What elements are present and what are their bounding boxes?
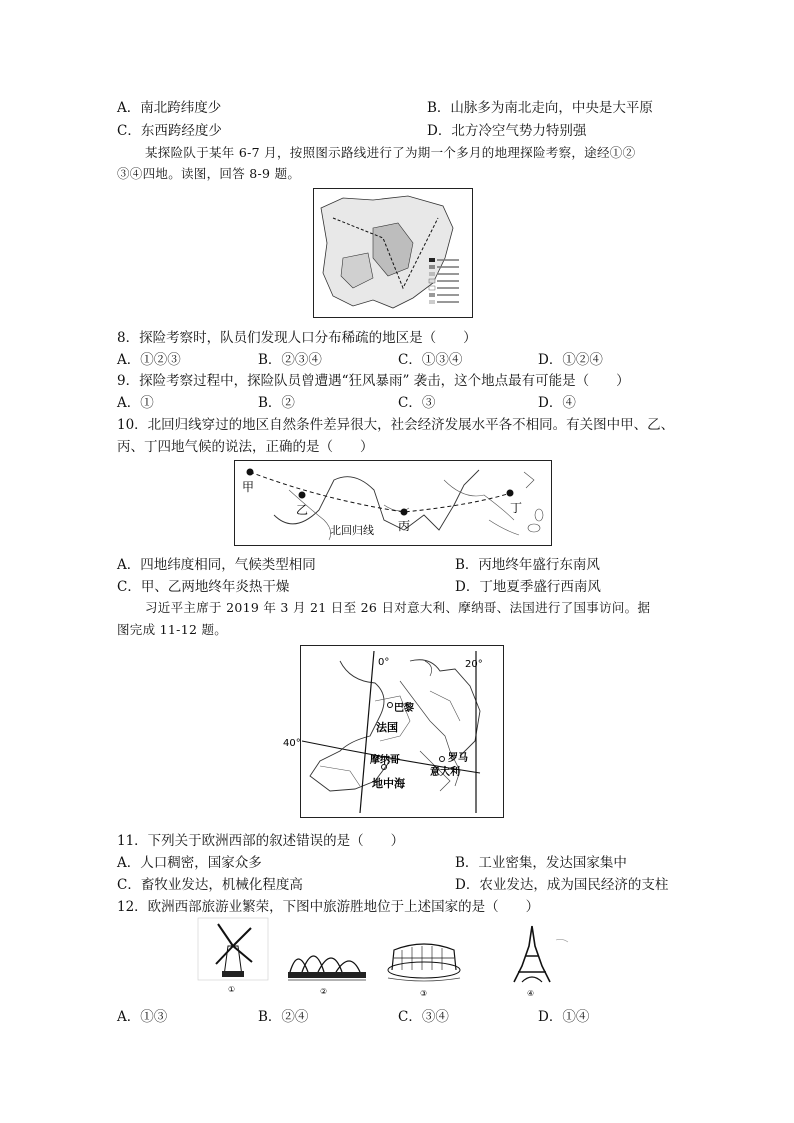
label-yi: 乙 [296, 503, 309, 517]
label-lon-20: 20° [465, 659, 483, 670]
q8-option-d: D．①②④ [538, 352, 603, 368]
q9-option-c: C．③ [398, 395, 436, 411]
point-ding [507, 490, 514, 497]
q7-option-b: B．山脉多为南北走向，中央是大平原 [427, 100, 653, 116]
intro-11-12-line1: 习近平主席于 2019 年 3 月 21 日至 26 日对意大利、摩纳哥、法国进行了国事访问。据 [145, 600, 651, 615]
landmark-number-4: ④ [527, 989, 535, 998]
q10-option-c: C．甲、乙两地终年炎热干燥 [117, 579, 290, 595]
q11-option-c: C．畜牧业发达，机械化程度高 [117, 877, 303, 893]
asia-expedition-map [313, 188, 473, 318]
label-rome: 罗马 [448, 753, 468, 764]
q8-option-b: B．②③④ [258, 352, 322, 368]
q12-option-b: B．②④ [258, 1009, 309, 1025]
q9-option-b: B．② [258, 395, 295, 411]
q11-option-a: A．人口稠密，国家众多 [117, 855, 262, 871]
q10-stem-line2: 丙、丁四地气候的说法，正确的是（ ） [117, 439, 374, 455]
q12-option-d: D．①④ [538, 1009, 590, 1025]
label-italy: 意大利 [430, 767, 460, 778]
label-jia: 甲 [242, 480, 255, 494]
label-tropic-line: 北回归线 [330, 524, 374, 537]
q11-option-b: B．工业密集，发达国家集中 [455, 855, 627, 871]
landmark-number-1: ① [228, 985, 236, 994]
intro-8-9-line2: ③④四地。读图，回答 8-9 题。 [117, 166, 301, 181]
label-lon-0: 0° [378, 657, 390, 668]
q9-option-a: A．① [117, 395, 154, 411]
q7-option-a: A．南北跨纬度少 [117, 100, 222, 116]
tropic-of-cancer-map [234, 460, 552, 546]
point-bing [401, 509, 408, 516]
q10-option-b: B．丙地终年盛行东南风 [455, 557, 600, 573]
label-ding: 丁 [510, 501, 523, 515]
point-jia [247, 469, 254, 476]
eiffel-tower-picture [514, 926, 568, 982]
q10-option-a: A．四地纬度相同，气候类型相同 [117, 557, 316, 573]
windmill-picture [198, 918, 268, 980]
q11-stem: 11．下列关于欧洲西部的叙述错误的是（ ） [117, 833, 405, 849]
q11-option-d: D．农业发达，成为国民经济的支柱 [455, 877, 669, 893]
label-monaco: 摩纳哥 [370, 755, 400, 766]
opera-house-picture [286, 936, 368, 982]
landmark-pictures [196, 916, 586, 1002]
intro-11-12-line2: 图完成 11-12 题。 [117, 622, 228, 637]
q10-option-d: D．丁地夏季盛行西南风 [455, 579, 601, 595]
landmark-number-2: ② [320, 987, 328, 996]
q12-stem: 12．欧洲西部旅游业繁荣，下图中旅游胜地位于上述国家的是（ ） [117, 899, 540, 915]
label-mediterranean: 地中海 [372, 777, 405, 790]
label-france: 法国 [376, 721, 398, 734]
intro-8-9-line1: 某探险队于某年 6-7 月，按照图示路线进行了为期一个多月的地理探险考察，途经①② [145, 145, 636, 160]
label-paris: 巴黎 [394, 703, 414, 714]
q8-stem: 8．探险考察时，队员们发现人口分布稀疏的地区是（ ） [117, 330, 477, 346]
q10-stem-line1: 10．北回归线穿过的地区自然条件差异很大，社会经济发展水平各不相同。有关图中甲、乙、 [117, 417, 675, 433]
europe-map [280, 641, 510, 819]
point-yi [299, 492, 306, 499]
colosseum-picture [388, 944, 460, 981]
q12-option-c: C．③④ [398, 1009, 449, 1025]
q9-stem: 9．探险考察过程中，探险队员曾遭遇“狂风暴雨” 袭击，这个地点最有可能是（ ） [117, 373, 630, 389]
label-bing: 丙 [398, 519, 411, 533]
q12-option-a: A．①③ [117, 1009, 168, 1025]
q8-option-c: C．①③④ [398, 352, 463, 368]
q9-option-d: D．④ [538, 395, 576, 411]
landmark-number-3: ③ [420, 989, 428, 998]
q8-option-a: A．①②③ [117, 352, 181, 368]
q7-option-c: C．东西跨经度少 [117, 123, 222, 139]
label-lat-40: 40° [283, 738, 301, 749]
q7-option-d: D．北方冷空气势力特别强 [427, 123, 587, 139]
